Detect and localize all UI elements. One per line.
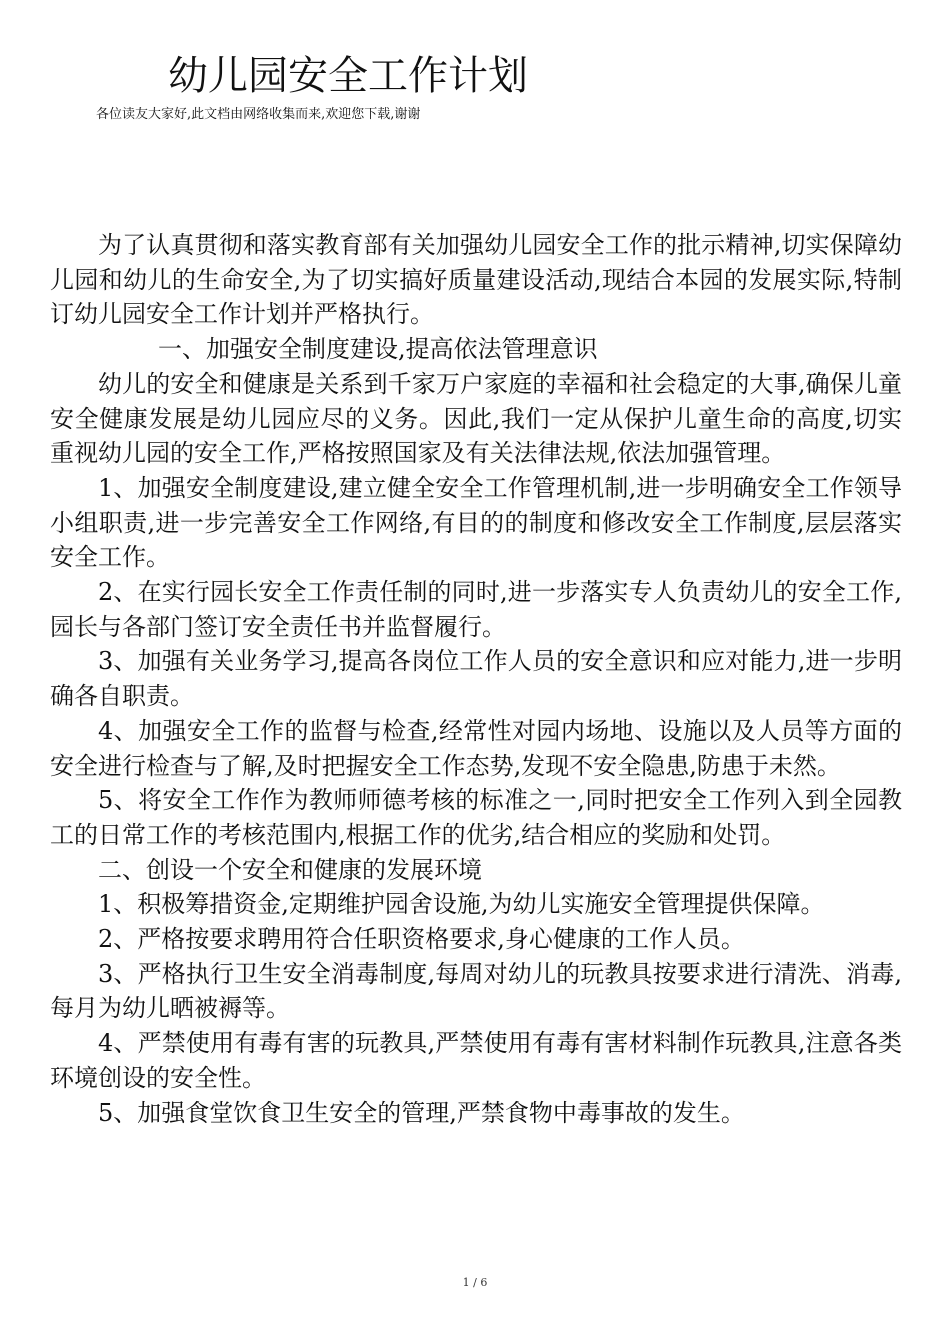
document-body — [50, 228, 902, 1130]
list-item: 2、严格按要求聘用符合任职资格要求,身心健康的工作人员。 — [98, 925, 745, 954]
section-heading-1: 一、加强安全制度建设,提高依法管理意识 — [158, 335, 598, 364]
intro-paragraph: 为了认真贯彻和落实教育部有关加强幼儿园安全工作的批示精神,切实保障幼儿园和幼儿的生命安全,为了切实搞好质量建设活动,现结合本园的发展实际,特制订幼儿园安全工作计划并严格执行。 — [50, 231, 902, 329]
section-heading-2: 二、创设一个安全和健康的发展环境 — [98, 855, 482, 884]
body-paragraph: 幼儿的安全和健康是关系到千家万户家庭的幸福和社会稳定的大事,确保儿童安全健康发展是幼儿园应尽的义务。因此,我们一定从保护儿童生命的高度,切实重视幼儿园的安全工作,严格按照国家及有关法律法规,依法加强管理。 — [50, 369, 902, 468]
page-number: 1 / 6 — [462, 1276, 488, 1289]
list-item: 3、加强有关业务学习,提高各岗位工作人员的安全意识和应对能力,进一步明确各自职责。 — [50, 647, 902, 711]
list-item: 4、严禁使用有毒有害的玩教具,严禁使用有毒有害材料制作玩教具,注意各类环境创设的安全性。 — [50, 1029, 902, 1092]
list-item: 5、加强食堂饮食卫生安全的管理,严禁食物中毒事故的发生。 — [98, 1098, 745, 1127]
list-item: 4、加强安全工作的监督与检查,经常性对园内场地、设施以及人员等方面的安全进行检查与了解,及时把握安全工作态势,发现不安全隐患,防患于未然。 — [50, 716, 902, 780]
document-title: 幼儿园安全工作计划 — [168, 53, 528, 99]
list-item: 3、严格执行卫生安全消毒制度,每周对幼儿的玩教具按要求进行清洗、消毒,每月为幼儿晒被褥等。 — [50, 959, 902, 1023]
list-item: 2、在实行园长安全工作责任制的同时,进一步落实专人负责幼儿的安全工作,园长与各部门签订安全责任书并监督履行。 — [50, 578, 902, 641]
list-item: 1、加强安全制度建设,建立健全安全工作管理机制,进一步明确安全工作领导小组职责,进一步完善安全工作网络,有目的的制度和修改安全工作制度,层层落实安全工作。 — [50, 473, 902, 572]
document-subtitle: 各位读友大家好,此文档由网络收集而来,欢迎您下载,谢谢 — [96, 107, 421, 122]
list-item: 5、将安全工作作为教师师德考核的标准之一,同时把安全工作列入到全园教工的日常工作的考核范围内,根据工作的优劣,结合相应的奖励和处罚。 — [50, 786, 902, 849]
list-item: 1、积极筹措资金,定期维护园舍设施,为幼儿实施安全管理提供保障。 — [98, 890, 825, 919]
